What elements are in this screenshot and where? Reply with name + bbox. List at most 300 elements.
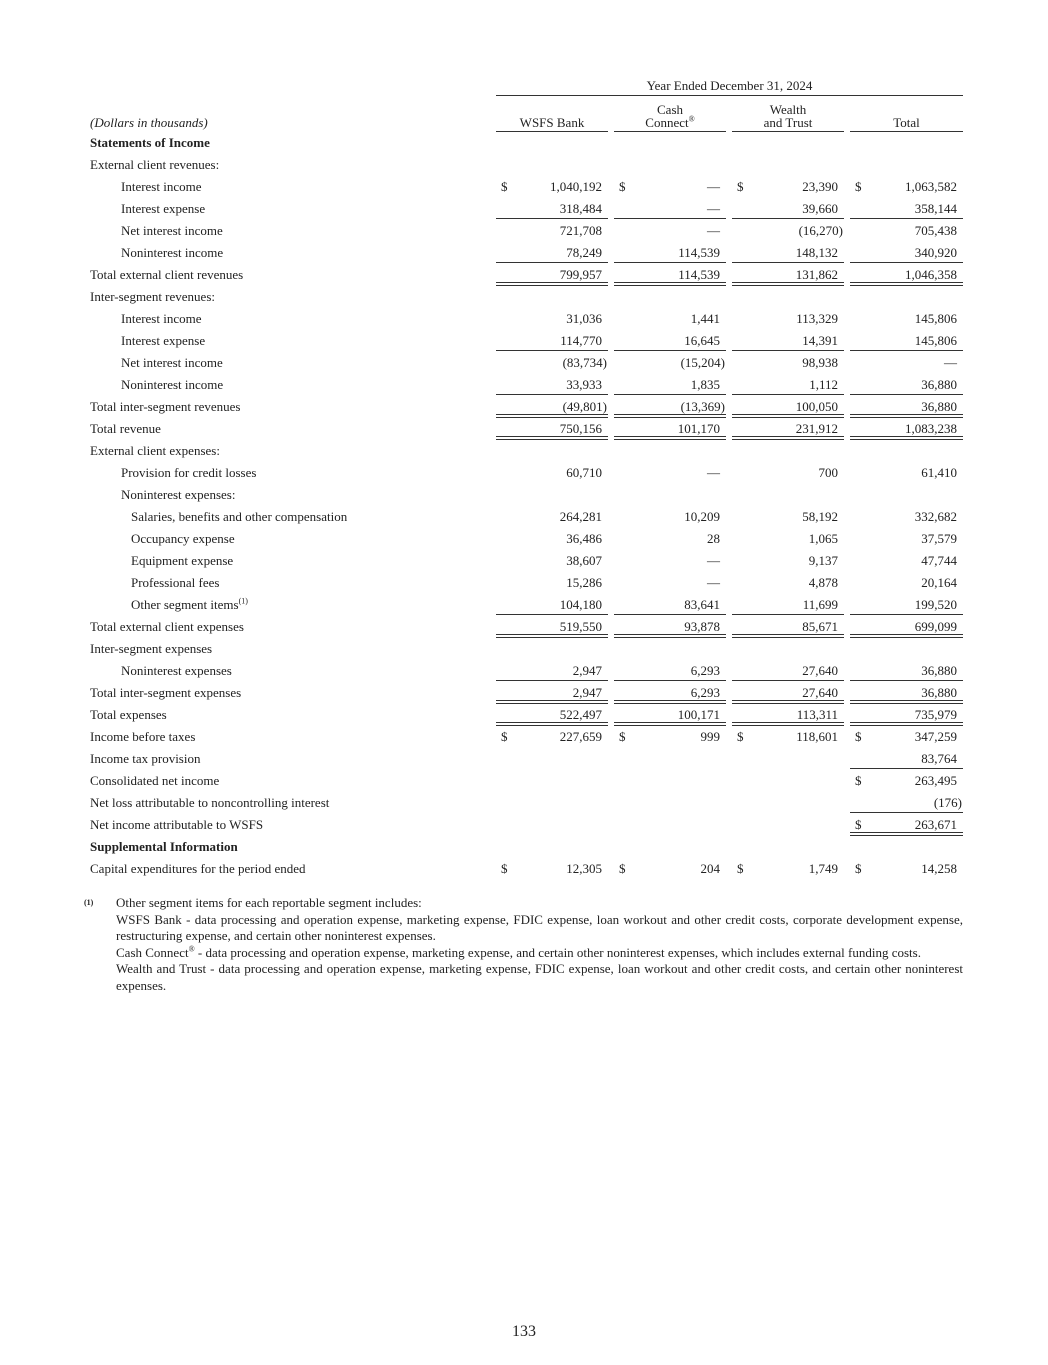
- cell-total: [850, 704, 963, 726]
- cell-value: 735,979: [914, 707, 957, 722]
- row-label: Interest income: [121, 179, 202, 194]
- cell-value: 36,880: [921, 377, 957, 392]
- cell-wealth-and-trust: [732, 264, 844, 286]
- table-row: [90, 682, 963, 704]
- cell-value: 83,641: [684, 597, 720, 612]
- cell-wealth-and-trust: [732, 396, 844, 418]
- cell-value: 60,710: [566, 465, 602, 480]
- footnote-marker: (1): [84, 898, 94, 907]
- cell-value: 699,099: [914, 619, 957, 634]
- cell-total: [850, 308, 963, 330]
- currency-symbol: $: [855, 773, 862, 788]
- cell-cash-connect: [614, 220, 726, 242]
- cell-value: —: [707, 465, 720, 480]
- cell-total: [850, 198, 963, 220]
- cell-value: 721,708: [559, 223, 602, 238]
- cell-value: 37,579: [921, 531, 957, 546]
- cell-total: [850, 550, 963, 572]
- cell-value: 27,640: [802, 685, 838, 700]
- cell-wsfs-bank: [496, 704, 608, 726]
- cell-value: 14,258: [921, 861, 957, 876]
- cell-value: 204: [700, 861, 720, 876]
- row-label: Equipment expense: [131, 553, 234, 568]
- cell-cash-connect: [614, 264, 726, 286]
- cell-cash-connect: [614, 660, 726, 682]
- cell-value: 340,920: [914, 245, 957, 260]
- cell-wsfs-bank: [496, 506, 608, 528]
- cell-value: 1,063,582: [905, 179, 957, 194]
- cell-value: 1,065: [808, 531, 838, 546]
- cell-wealth-and-trust: [732, 418, 844, 440]
- cell-value: 114,539: [678, 245, 720, 260]
- cell-value: 38,607: [566, 553, 602, 568]
- footnote-cash-connect: Cash Connect® - data processing and operation expense, marketing expense, and certain other noninterest expenses, which includes external funding costs.: [116, 944, 921, 960]
- cell-value: 23,390: [802, 179, 838, 194]
- column-header-cash-connect: Cash Connect®: [614, 101, 726, 132]
- cell-wealth-and-trust: [732, 176, 844, 198]
- row-label: Total inter-segment revenues: [90, 399, 241, 414]
- cell-wsfs-bank: [496, 220, 608, 242]
- table-row: [90, 858, 963, 880]
- table-row: [90, 330, 963, 352]
- cell-value: 98,938: [802, 355, 838, 370]
- cell-value: 522,497: [559, 707, 602, 722]
- cell-wealth-and-trust: [732, 814, 844, 836]
- row-label: Total inter-segment expenses: [90, 685, 242, 700]
- cell-wealth-and-trust: [732, 858, 844, 880]
- table-row: [90, 418, 963, 440]
- cell-value: 332,682: [914, 509, 957, 524]
- cell-value: —: [707, 201, 720, 216]
- cell-value: 31,036: [566, 311, 602, 326]
- cell-cash-connect: [614, 330, 726, 352]
- table-row: [90, 572, 963, 594]
- footnote-intro: Other segment items for each reportable segment includes:: [116, 895, 422, 910]
- cell-value: 61,410: [921, 465, 957, 480]
- row-label: Occupancy expense: [131, 531, 235, 546]
- cell-value: 131,862: [795, 267, 838, 282]
- cell-total: [850, 770, 963, 792]
- table-row: [90, 154, 963, 176]
- cell-wsfs-bank: [496, 242, 608, 264]
- table-row: [90, 198, 963, 220]
- cell-wsfs-bank: [496, 418, 608, 440]
- cell-wsfs-bank: [496, 176, 608, 198]
- table-row: [90, 594, 963, 616]
- cell-value: 6,293: [690, 663, 720, 678]
- cell-value: 36,880: [921, 399, 957, 414]
- cell-total: [850, 396, 963, 418]
- currency-symbol: $: [855, 861, 862, 876]
- cell-cash-connect: [614, 814, 726, 836]
- cell-cash-connect: [614, 704, 726, 726]
- cell-total: [850, 616, 963, 638]
- row-label: Total external client expenses: [90, 619, 244, 634]
- cell-value: 318,484: [559, 201, 602, 216]
- currency-symbol: $: [855, 729, 862, 744]
- cell-value: 15,286: [566, 575, 602, 590]
- cell-wsfs-bank: [496, 462, 608, 484]
- cell-value: 93,878: [684, 619, 720, 634]
- cell-value: 145,806: [914, 333, 957, 348]
- cell-value: 2,947: [572, 685, 602, 700]
- row-label: Total expenses: [90, 707, 167, 722]
- cell-wealth-and-trust: [732, 462, 844, 484]
- cell-wsfs-bank: [496, 726, 608, 748]
- table-row: [90, 374, 963, 396]
- cell-value: 227,659: [559, 729, 602, 744]
- table-body: [90, 132, 963, 880]
- cell-value: 6,293: [690, 685, 720, 700]
- cell-wsfs-bank: [496, 770, 608, 792]
- cell-wealth-and-trust: [732, 528, 844, 550]
- cell-cash-connect: [614, 176, 726, 198]
- cell-wealth-and-trust: [732, 374, 844, 396]
- cell-wsfs-bank: [496, 330, 608, 352]
- cell-wealth-and-trust: [732, 220, 844, 242]
- cell-total: [850, 748, 963, 770]
- table-row: [90, 550, 963, 572]
- cell-wealth-and-trust: [732, 506, 844, 528]
- cell-wsfs-bank: [496, 396, 608, 418]
- currency-symbol: $: [501, 729, 508, 744]
- cell-total: [850, 176, 963, 198]
- cell-value: 27,640: [802, 663, 838, 678]
- row-label: Net loss attributable to noncontrolling interest: [90, 795, 330, 810]
- cell-value: 1,040,192: [550, 179, 602, 194]
- cell-value: 705,438: [914, 223, 957, 238]
- cell-total: [850, 572, 963, 594]
- cell-total: [850, 462, 963, 484]
- cell-cash-connect: [614, 572, 726, 594]
- cell-value: 20,164: [921, 575, 957, 590]
- table-row: [90, 506, 963, 528]
- cell-value: 1,835: [690, 377, 720, 392]
- cell-value: 100,050: [795, 399, 838, 414]
- column-header-wsfs-bank: WSFS Bank: [496, 101, 608, 132]
- cell-cash-connect: [614, 374, 726, 396]
- cell-cash-connect: [614, 506, 726, 528]
- cell-value: 78,249: [566, 245, 602, 260]
- table-row: [90, 132, 963, 154]
- cell-value: 100,171: [677, 707, 720, 722]
- currency-symbol: $: [737, 729, 744, 744]
- row-label: Inter-segment expenses: [90, 641, 213, 656]
- row-label: Noninterest income: [121, 245, 224, 260]
- row-label: Provision for credit losses: [121, 465, 257, 480]
- cell-total: [850, 594, 963, 616]
- cell-wsfs-bank: [496, 374, 608, 396]
- cell-value: 118,601: [796, 729, 838, 744]
- cell-cash-connect: [614, 594, 726, 616]
- cell-value: 799,957: [559, 267, 602, 282]
- cell-cash-connect: [614, 770, 726, 792]
- column-header-wealth-and-trust: Wealth and Trust: [732, 101, 844, 132]
- row-label: Noninterest expenses:: [121, 487, 236, 502]
- table-row: [90, 264, 963, 286]
- cell-value: 11,699: [802, 597, 838, 612]
- cell-wealth-and-trust: [732, 242, 844, 264]
- cell-value: 47,744: [921, 553, 957, 568]
- table-header-columns: [90, 96, 963, 132]
- cell-wealth-and-trust: [732, 550, 844, 572]
- cell-wealth-and-trust: [732, 198, 844, 220]
- cell-total: [850, 814, 963, 836]
- row-label: Salaries, benefits and other compensation: [131, 509, 348, 524]
- cell-cash-connect: [614, 396, 726, 418]
- row-label: Total external client revenues: [90, 267, 244, 282]
- cell-value: —: [707, 223, 720, 238]
- row-label: Income tax provision: [90, 751, 201, 766]
- cell-wsfs-bank: [496, 792, 608, 814]
- currency-symbol: $: [619, 861, 626, 876]
- cell-cash-connect: [614, 550, 726, 572]
- cell-total: [850, 506, 963, 528]
- cell-wsfs-bank: [496, 814, 608, 836]
- cell-value: 1,083,238: [905, 421, 957, 436]
- table-row: [90, 220, 963, 242]
- row-label: Inter-segment revenues:: [90, 289, 215, 304]
- currency-symbol: $: [619, 179, 626, 194]
- cell-value: 114,770: [560, 333, 602, 348]
- cell-wealth-and-trust: [732, 704, 844, 726]
- row-label: Other segment items$^{(1)}$: [131, 596, 248, 612]
- cell-wsfs-bank: [496, 660, 608, 682]
- cell-value: (13,369): [680, 399, 725, 414]
- cell-wsfs-bank: [496, 308, 608, 330]
- cell-value: 12,305: [566, 861, 602, 876]
- cell-value: 85,671: [802, 619, 838, 634]
- cell-wealth-and-trust: [732, 572, 844, 594]
- cell-total: [850, 858, 963, 880]
- table-row: [90, 660, 963, 682]
- table-row: [90, 836, 963, 858]
- table-row: [90, 726, 963, 748]
- cell-value: (16,270): [798, 223, 843, 238]
- cell-value: 750,156: [559, 421, 602, 436]
- cell-total: [850, 726, 963, 748]
- cell-wealth-and-trust: [732, 616, 844, 638]
- table-row: [90, 616, 963, 638]
- cell-value: 264,281: [559, 509, 602, 524]
- cell-total: [850, 352, 963, 374]
- currency-symbol: $: [501, 861, 508, 876]
- cell-wealth-and-trust: [732, 308, 844, 330]
- cell-value: 16,645: [684, 333, 720, 348]
- cell-value: 114,539: [678, 267, 720, 282]
- cell-total: [850, 792, 963, 814]
- currency-symbol: $: [737, 861, 744, 876]
- cell-total: [850, 528, 963, 550]
- cell-wealth-and-trust: [732, 330, 844, 352]
- cell-cash-connect: [614, 616, 726, 638]
- currency-symbol: $: [855, 817, 862, 832]
- table-row: [90, 462, 963, 484]
- cell-wealth-and-trust: [732, 726, 844, 748]
- cell-value: 28: [707, 531, 720, 546]
- cell-wsfs-bank: [496, 352, 608, 374]
- cell-value: 83,764: [921, 751, 957, 766]
- cell-wsfs-bank: [496, 616, 608, 638]
- cell-value: 10,209: [684, 509, 720, 524]
- cell-cash-connect: [614, 858, 726, 880]
- table-row: [90, 748, 963, 770]
- cell-value: —: [707, 179, 720, 194]
- currency-symbol: $: [501, 179, 508, 194]
- footnote-wsfs-bank: WSFS Bank - data processing and operation expense, marketing expense, FDIC expense, loan workout and other credit costs, corporate development expense, restructuring expense, and certain other noninterest expenses.: [116, 911, 963, 943]
- table-row: [90, 242, 963, 264]
- cell-total: [850, 220, 963, 242]
- table-row: [90, 484, 963, 506]
- cell-value: 1,112: [809, 377, 838, 392]
- cell-value: 113,311: [796, 707, 838, 722]
- cell-wsfs-bank: [496, 682, 608, 704]
- cell-wealth-and-trust: [732, 770, 844, 792]
- segment-income-table: [90, 78, 963, 880]
- row-label: Net interest income: [121, 223, 223, 238]
- row-label: External client revenues:: [90, 157, 220, 172]
- cell-value: —: [707, 575, 720, 590]
- cell-value: 4,878: [808, 575, 838, 590]
- currency-symbol: $: [619, 729, 626, 744]
- cell-value: (49,801): [562, 399, 607, 414]
- cell-total: [850, 682, 963, 704]
- row-label: External client expenses:: [90, 443, 220, 458]
- cell-value: 1,046,358: [905, 267, 957, 282]
- table-row: [90, 440, 963, 462]
- cell-wsfs-bank: [496, 572, 608, 594]
- row-label: Net income attributable to WSFS: [90, 817, 264, 832]
- cell-value: 58,192: [802, 509, 838, 524]
- cell-wealth-and-trust: [732, 660, 844, 682]
- table-row: [90, 396, 963, 418]
- cell-cash-connect: [614, 418, 726, 440]
- cell-wsfs-bank: [496, 528, 608, 550]
- cell-wsfs-bank: [496, 594, 608, 616]
- cell-value: 231,912: [795, 421, 838, 436]
- table-header-period: [90, 78, 963, 96]
- table-row: [90, 814, 963, 836]
- cell-value: 36,880: [921, 663, 957, 678]
- cell-value: 999: [700, 729, 720, 744]
- cell-value: 1,441: [690, 311, 720, 326]
- row-label: Supplemental Information: [90, 839, 238, 854]
- cell-value: 700: [818, 465, 838, 480]
- cell-wealth-and-trust: [732, 748, 844, 770]
- cell-value: 36,486: [566, 531, 602, 546]
- cell-wealth-and-trust: [732, 682, 844, 704]
- cell-value: 145,806: [914, 311, 957, 326]
- row-label: Net interest income: [121, 355, 223, 370]
- cell-total: [850, 660, 963, 682]
- cell-total: [850, 374, 963, 396]
- cell-wsfs-bank: [496, 858, 608, 880]
- period-header: Year Ended December 31, 2024: [496, 78, 963, 96]
- row-label: Capital expenditures for the period ended: [90, 861, 306, 876]
- cell-total: [850, 264, 963, 286]
- cell-value: 14,391: [802, 333, 838, 348]
- row-label: Noninterest income: [121, 377, 224, 392]
- row-label: Consolidated net income: [90, 773, 220, 788]
- cell-cash-connect: [614, 462, 726, 484]
- row-label: Statements of Income: [90, 135, 210, 150]
- cell-value: 519,550: [559, 619, 602, 634]
- cell-wsfs-bank: [496, 748, 608, 770]
- cell-value: 358,144: [914, 201, 957, 216]
- cell-cash-connect: [614, 682, 726, 704]
- cell-wealth-and-trust: [732, 792, 844, 814]
- table-row: [90, 176, 963, 198]
- cell-cash-connect: [614, 726, 726, 748]
- cell-value: 113,329: [796, 311, 838, 326]
- cell-cash-connect: [614, 748, 726, 770]
- table-row: [90, 770, 963, 792]
- cell-value: —: [944, 355, 957, 370]
- currency-symbol: $: [855, 179, 862, 194]
- row-label: Interest expense: [121, 333, 206, 348]
- cell-value: 199,520: [914, 597, 957, 612]
- cell-wsfs-bank: [496, 550, 608, 572]
- cell-cash-connect: [614, 792, 726, 814]
- cell-value: 263,671: [914, 817, 957, 832]
- units-note: (Dollars in thousands): [90, 115, 208, 130]
- row-label: Income before taxes: [90, 729, 196, 744]
- cell-value: (15,204): [680, 355, 725, 370]
- cell-value: 39,660: [802, 201, 838, 216]
- cell-cash-connect: [614, 308, 726, 330]
- cell-value: 101,170: [677, 421, 720, 436]
- cell-total: [850, 418, 963, 440]
- cell-value: 2,947: [572, 663, 602, 678]
- row-label: Professional fees: [131, 575, 220, 590]
- currency-symbol: $: [737, 179, 744, 194]
- table-row: [90, 792, 963, 814]
- cell-wealth-and-trust: [732, 594, 844, 616]
- row-label: Total revenue: [90, 421, 161, 436]
- column-header-total: Total: [850, 101, 963, 132]
- table-row: [90, 352, 963, 374]
- cell-cash-connect: [614, 528, 726, 550]
- row-label: Noninterest expenses: [121, 663, 232, 678]
- cell-wealth-and-trust: [732, 352, 844, 374]
- cell-value: 104,180: [559, 597, 602, 612]
- footnote-wealth-and-trust: Wealth and Trust - data processing and operation expense, marketing expense, FDIC expense, loan workout and other credit costs, and certain other noninterest expenses.: [116, 961, 963, 993]
- table-row: [90, 638, 963, 660]
- cell-wsfs-bank: [496, 264, 608, 286]
- cell-value: (83,734): [562, 355, 607, 370]
- cell-cash-connect: [614, 242, 726, 264]
- cell-value: 347,259: [914, 729, 957, 744]
- cell-cash-connect: [614, 198, 726, 220]
- page-number: 133: [512, 1323, 536, 1340]
- cell-value: —: [707, 553, 720, 568]
- cell-value: 1,749: [808, 861, 838, 876]
- cell-value: 33,933: [566, 377, 602, 392]
- cell-total: [850, 330, 963, 352]
- cell-value: 148,132: [795, 245, 838, 260]
- cell-total: [850, 242, 963, 264]
- cell-wsfs-bank: [496, 198, 608, 220]
- cell-value: 263,495: [914, 773, 957, 788]
- cell-cash-connect: [614, 352, 726, 374]
- table-row: [90, 308, 963, 330]
- cell-value: 36,880: [921, 685, 957, 700]
- cell-value: 9,137: [808, 553, 838, 568]
- cell-value: (176): [933, 795, 962, 810]
- footnotes: [84, 895, 963, 994]
- table-row: [90, 528, 963, 550]
- row-label: Interest income: [121, 311, 202, 326]
